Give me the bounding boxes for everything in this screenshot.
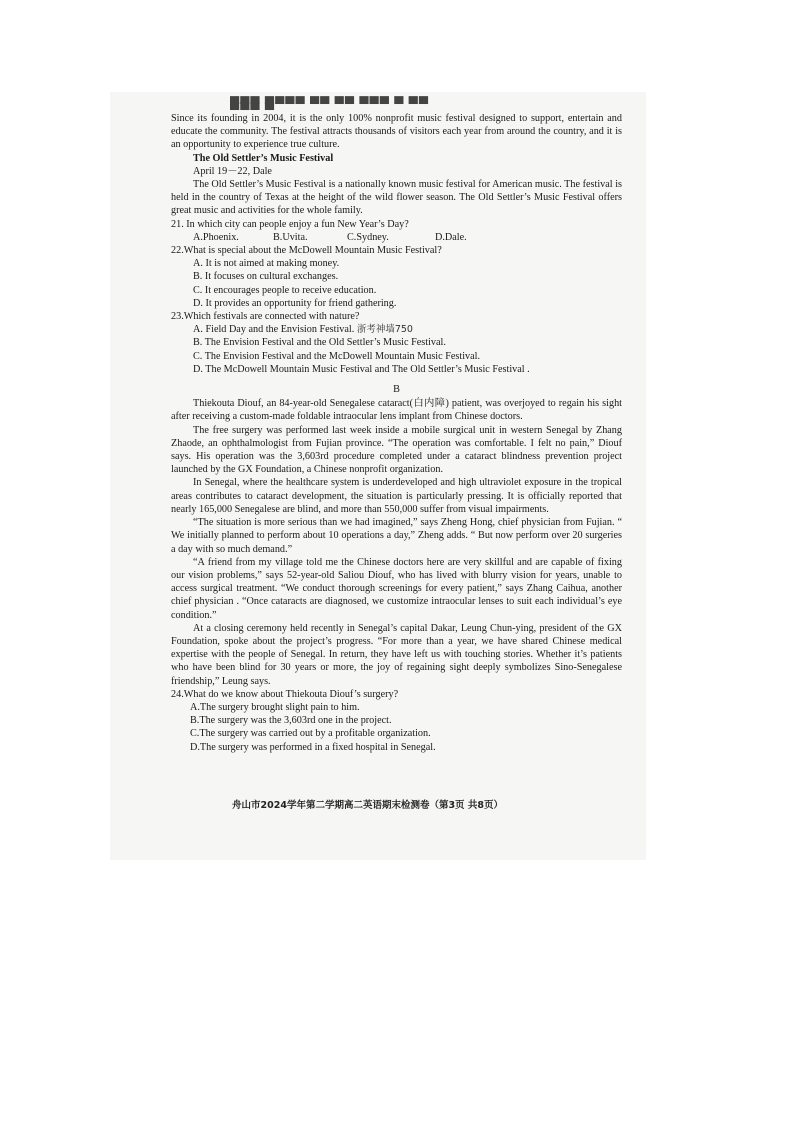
page-content bbox=[171, 112, 622, 754]
question-21-options bbox=[171, 231, 622, 244]
q22-option-c: C. It encourages people to receive education. bbox=[193, 284, 377, 296]
q23-option-d: D. The McDowell Mountain Music Festival and The Old Settler’s Music Festival . bbox=[193, 363, 530, 375]
q23-option-a bbox=[171, 323, 622, 336]
watermark-text: 浙考神墙750 bbox=[356, 324, 413, 336]
q24-option-c: C.The surgery was carried out by a profitable organization. bbox=[190, 728, 431, 740]
festival-date: April 19－22, Dale bbox=[193, 165, 272, 177]
q21-option-a: A.Phoenix. bbox=[193, 231, 239, 243]
passage-b-paragraph: The free surgery was performed last week inside a mobile surgical unit in western Senegal by Zhang Zhaode, an ophthalmologist from Fujian province. “The operation was comfortable. I felt no pain,” Diouf says. His operation was the 3,603rd procedure completed under a cataract blindness prevention project launched by the GX Foundation, a Chinese nonprofit organization. bbox=[171, 424, 622, 476]
passage-b-paragraph: Thiekouta Diouf, an 84-year-old Senegalese cataract(白内障) patient, was overjoyed to regain his sight after receiving a custom-made foldable intraocular lens implant from Chinese doctors. bbox=[171, 398, 622, 423]
question-21: 21. In which city can people enjoy a fun New Year’s Day? bbox=[171, 218, 409, 230]
q24-option-a: A.The surgery brought slight pain to him. bbox=[190, 701, 360, 713]
q21-option-d: D.Dale. bbox=[435, 231, 467, 243]
q21-option-c: C.Sydney. bbox=[347, 231, 389, 243]
passage-b-paragraph: At a closing ceremony held recently in Senegal’s capital Dakar, Leung Chun-ying, president of the GX Foundation, spoke about the project’s progress. “For more than a year, we have shared Chinese medical expertise with the people of Senegal. In return, they have left us with touching stories. Whether it’s patients who have been blind for 30 years or more, the joy of regaining sight deeply symbolizes Sino-Senegalese friendship,” Leung says. bbox=[171, 622, 622, 687]
passage-b-paragraph: “A friend from my village told me the Chinese doctors here are very skillful and are capable of fixing our vision problems,” says 52-year-old Saliou Diouf, who has lived with blurry vision for years, unable to access surgical treatment. “We conduct thorough screenings for every patient,” says Zhang Caihua, another chief physician . “Once cataracts are diagnosed, we customize intraocular lenses to suit each individual’s eye condition.” bbox=[171, 556, 622, 621]
q23-option-a-text: A. Field Day and the Envision Festival. bbox=[193, 324, 355, 336]
passage-a-tail: Since its founding in 2004, it is the only 100% nonprofit music festival designed to support, entertain and educate the community. The festival attracts thousands of visitors each year from around the country, and it is an opportunity to experience true culture. bbox=[171, 113, 622, 151]
q24-option-d: D.The surgery was performed in a fixed hospital in Senegal. bbox=[190, 741, 436, 753]
passage-b-paragraph: “The situation is more serious than we had imagined,” says Zheng Hong, chief physician from Fujian. “ We initially planned to perform about 10 operations a day,” Zheng adds. “ But now perform over 20 surgeries a day with so much demand.” bbox=[171, 517, 622, 555]
question-24: 24.What do we know about Thiekouta Diouf’s surgery? bbox=[171, 688, 399, 700]
q22-option-b: B. It focuses on cultural exchanges. bbox=[193, 271, 339, 283]
q23-option-b: B. The Envision Festival and the Old Settler’s Music Festival. bbox=[193, 337, 446, 349]
question-22: 22.What is special about the McDowell Mountain Music Festival? bbox=[171, 245, 442, 257]
festival-description: The Old Settler’s Music Festival is a nationally known music festival for American music. The festival is held in the country of Texas at the height of the wild flower season. The Old Settler’s Music Festival offers great music and activities for the whole family. bbox=[171, 179, 622, 217]
question-23: 23.Which festivals are connected with nature? bbox=[171, 311, 360, 323]
q22-option-a: A. It is not aimed at making money. bbox=[193, 258, 340, 270]
page-footer: 舟山市2024学年第二学期高二英语期末检测卷（第3页 共8页） bbox=[232, 800, 503, 811]
q23-option-c: C. The Envision Festival and the McDowell Mountain Music Festival. bbox=[193, 350, 481, 362]
section-b-heading: B bbox=[393, 384, 400, 396]
cut-off-top-line: ▀▀▀ ▀▀▀▀ ▀▀ ▀▀ ▀▀▀ ▀ ▀▀ ▀▀▀ ▀ bbox=[230, 96, 430, 117]
q22-option-d: D. It provides an opportunity for friend gathering. bbox=[193, 297, 397, 309]
festival-title: The Old Settler’s Music Festival bbox=[193, 152, 334, 164]
q24-option-b: B.The surgery was the 3,603rd one in the project. bbox=[190, 715, 392, 727]
q21-option-b: B.Uvita. bbox=[273, 231, 308, 243]
passage-b-paragraph: In Senegal, where the healthcare system is underdeveloped and high ultraviolet exposure in the tropical areas contributes to cataract development, the situation is particularly pressing. It is officially reported that nearly 165,000 Senegalese are blind, and more than 550,000 suffer from visual impairments. bbox=[171, 477, 622, 515]
